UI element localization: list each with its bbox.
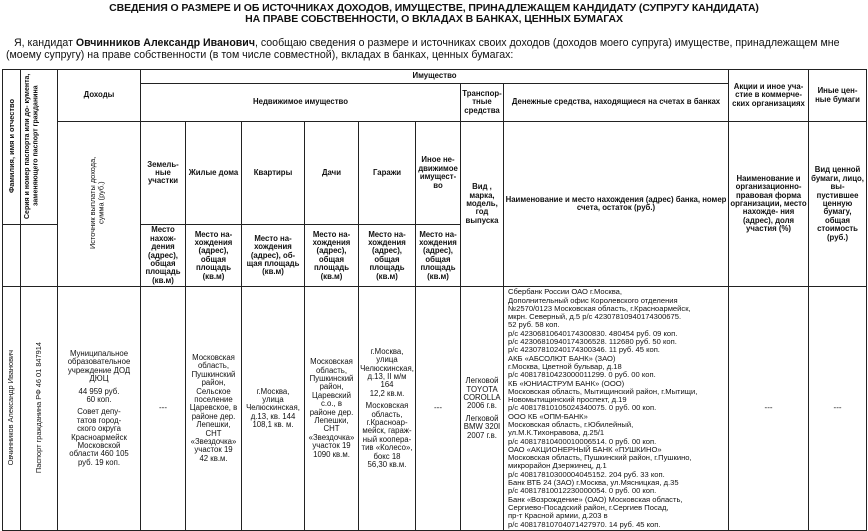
text-line: участок 19 [312, 441, 351, 451]
header-land-sub: Место нахож- дения (адрес), общая площадь (кв.м) [141, 225, 186, 287]
text-line: Лепешки, [314, 415, 349, 425]
text-line: районе дер. [309, 407, 354, 417]
header-securities-sub: Вид ценной бумаги, лицо, вы- пустившее ценную бумагу, общая стоимость (руб.) [809, 122, 867, 287]
header-money-sub: Наименование и место нахождения (адрес) банка, номер счета, остаток (руб.) [504, 122, 729, 287]
text-line: учреждение ДОД [67, 365, 131, 375]
header-garages-sub: Место на- хождения (адрес), общая площадь (кв.м) [359, 225, 416, 287]
text-line: г.Красноар- [366, 417, 408, 427]
text-line: участок 19 [194, 445, 233, 455]
text-line: 164 [380, 380, 394, 390]
text-line: области 460 105 [69, 449, 129, 459]
text-line: TOYOTA [466, 384, 498, 394]
document-title [0, 3, 868, 25]
text-line: 2007 г.в. [467, 430, 497, 440]
text-line: №2570/0123 Московская область, г.Красноармейск, [508, 303, 691, 313]
text-line: микрорайон Дзержинец, д.1 [508, 461, 607, 471]
cell-garages [359, 287, 416, 531]
text-line: Пушкинский [309, 373, 354, 383]
text-line: Царевский [311, 390, 352, 400]
header-houses: Жилые дома [186, 122, 242, 225]
text-line: Царевское, в [189, 403, 238, 413]
text-line: г.Москва, [256, 386, 290, 396]
text-line: КБ «ЮНИАСТРУМ БАНК» (ООО) [508, 378, 625, 388]
cell-land: --- [141, 287, 186, 531]
text-line: р/с 40817810012230000054. 0 руб. 00 коп. [508, 486, 657, 496]
text-line: г.Москва, [370, 346, 404, 356]
text-line: Дополнительный офис Королевского отделения [508, 295, 678, 305]
text-line: Новомытищинский проспект, д.19 [508, 395, 627, 405]
header-apartments-sub: Место на- хождения (адрес), об- щая площадь (кв.м) [242, 225, 305, 287]
text-line: мейск, гараж- [362, 426, 412, 436]
text-line: мкрн. Северный, д.5 р/с 42307810940174300675. [508, 312, 682, 322]
cell-houses [186, 287, 242, 531]
text-line: поселение [194, 394, 233, 404]
header-fio: Фамилия, имя и отчество [3, 70, 21, 225]
text-line: Сбербанк России ОАО г.Москва, [508, 287, 623, 297]
table-row [3, 287, 867, 531]
header-shares-sub: Наименование и организационно- правовая форма организации, место нахожде- ния (адрес), доля участия (%) [729, 122, 809, 287]
intro-rest: , сообщаю сведения о размере и источниках своих доходов (доходов моего супруга) имуществе, принадлежащем мне (моему супругу) на праве собственности (в том числе совместной), вкладах в банках, ценных бумагах: [6, 37, 840, 61]
title-line-1: СВЕДЕНИЯ О РАЗМЕРЕ И ОБ ИСТОЧНИКАХ ДОХОДОВ, ИМУЩЕСТВЕ, ПРИНАДЛЕЖАЩЕМ КАНДИДАТУ (СУПРУГУ КАНДИДАТА) [109, 2, 759, 14]
text-line: Московская область, г.Юбилейный, [508, 420, 634, 429]
header-property: Имущество [141, 70, 729, 84]
text-line: 2006 г.в. [467, 401, 497, 411]
text-line: «Звездочка» [308, 432, 355, 442]
text-line: Лепешки, [196, 420, 231, 430]
header-dachas: Дачи [305, 122, 359, 225]
text-line: р/с 42307810240174300346. 11 руб. 45 коп. [508, 345, 660, 355]
text-line: г.Москва, Цветной бульвар, д.18 [508, 361, 622, 371]
header-transport: Транспор- тные средства [461, 84, 504, 122]
intro-paragraph [6, 38, 864, 61]
text-line: 60 коп. [86, 394, 112, 404]
text-line: Банк ВТБ 24 (ЗАО) г.Москва, ул.Мясницкая, д.35 [508, 478, 679, 488]
text-line: Московская область, Пушкинский район, г.Пушкино, [508, 453, 692, 463]
text-line: Пушкинский [191, 369, 236, 379]
cell-securities: --- [809, 287, 867, 531]
text-line: улица [262, 394, 284, 404]
text-line: СНТ [323, 424, 340, 434]
text-line: Московская область, Мытищинский район, г.Мытищи, [508, 386, 698, 396]
text-line: Сельское [196, 386, 231, 396]
text-line: район, [201, 378, 226, 388]
text-line: АКБ «АБСОЛЮТ БАНК» (ЗАО) [508, 353, 616, 363]
text-line: татов город- [76, 415, 122, 425]
text-line: р/с 40817810105024340075. 0 руб. 00 коп. [508, 403, 657, 413]
header-income-sub: Источник выплаты дохода, сумма (руб.) [58, 122, 141, 287]
declaration-table [2, 69, 867, 531]
header-land: Земель- ные участки [141, 122, 186, 225]
header-money: Денежные средства, находящиеся на счетах в банках [504, 84, 729, 122]
cell-transport [461, 287, 504, 531]
text-line: р/с 40817810704071427970. 14 руб. 45 коп. [508, 519, 661, 529]
intro-start: Я, кандидат [14, 37, 76, 49]
text-line: р/с 40817810300004045152. 204 руб. 33 коп. [508, 469, 665, 479]
text-line: Легковой [465, 413, 499, 423]
text-line: область, [197, 361, 230, 371]
cell-income [58, 287, 141, 531]
text-line: 12,2 кв.м. [369, 388, 405, 398]
header-passport: Серия и номер паспорта или до- кумента, заменяющего паспорт гражданина [21, 70, 58, 225]
text-line: Легковой [465, 376, 499, 386]
header-income: Доходы [58, 70, 141, 122]
text-line: Муниципальное [69, 348, 129, 358]
text-line: 42 кв.м. [199, 453, 228, 463]
header-shares: Акции и иное уча- стие в коммерче- ских организациях [729, 70, 809, 122]
text-line: Красноармейск [71, 432, 127, 442]
text-line: р/с 40817810400010006514. 0 руб. 00 коп. [508, 436, 657, 446]
header-other-real-estate: Иное не- движимое имущест- во [416, 122, 461, 225]
text-line: 56,30 кв.м. [367, 459, 407, 469]
text-line: область, [371, 409, 403, 419]
cell-dachas [305, 287, 359, 531]
text-line: бокс 18 [373, 451, 401, 461]
text-line: д.13, кв. 144 [250, 411, 296, 421]
text-line: р/с 42306810940174306528. 112680 руб. 50 коп. [508, 337, 677, 347]
header-dachas-sub: Место на- хождения (адрес), общая площадь (кв.м) [305, 225, 359, 287]
cell-shares: --- [729, 287, 809, 531]
text-line: руб. 19 коп. [77, 457, 121, 467]
text-line: Банк «Возрождение» (ОАО) Московская область, [508, 494, 683, 504]
text-line: ДЮЦ [89, 374, 109, 384]
text-line: ООО КБ «ОПМ-БАНК» [508, 411, 588, 421]
text-line: ОАО «АКЦИОНЕРНЫЙ БАНК «ПУШКИНО» [508, 444, 662, 454]
text-line: Московская [310, 357, 353, 367]
cell-passport: Паспорт гражданина РФ 46 01 847914 [21, 287, 58, 531]
text-line: «Звездочка» [190, 436, 237, 446]
text-line: BMW 320I [463, 422, 501, 432]
candidate-name: Овчинников Александр Иванович [75, 37, 255, 49]
text-line: Московской [77, 440, 121, 450]
header-transport-sub: Вид , марка, модель, год выпуска [461, 122, 504, 287]
text-line: COROLLA [463, 392, 501, 402]
text-line: д.13, II м/м [367, 371, 407, 381]
text-line: р/с 40817810423000011299. 0 руб. 00 коп. [508, 370, 656, 380]
title-line-2: НА ПРАВЕ СОБСТВЕННОСТИ, О ВКЛАДАХ В БАНКАХ, ЦЕННЫХ БУМАГАХ [245, 13, 623, 25]
text-line: тив «Колесо», [361, 443, 413, 453]
header-garages: Гаражи [359, 122, 416, 225]
text-line: 52 руб. 58 коп. [508, 320, 560, 330]
text-line: Сергиево-Посадский район, г.Сергиев Посад, [508, 502, 669, 512]
text-line: 1090 кв.м. [313, 449, 350, 459]
header-other-sub: Место на- хождения (адрес), общая площадь (кв.м) [416, 225, 461, 287]
text-line: р/с 42306810640174300830. 480454 руб. 09 коп. [508, 328, 678, 338]
text-line: район, [319, 382, 344, 392]
text-line: Московская [192, 352, 235, 362]
cell-other-real-estate: --- [416, 287, 461, 531]
text-line: пр-т Красной армии, д.203 в [508, 511, 608, 521]
cell-bank-accounts [504, 287, 729, 531]
text-line: Челюскинская, [246, 403, 300, 413]
text-line: СНТ [205, 428, 222, 438]
cell-apartments [242, 287, 305, 531]
header-houses-sub: Место на- хождения (адрес), общая площадь (кв.м) [186, 225, 242, 287]
text-line: улица [376, 355, 398, 365]
header-securities: Иные цен- ные бумаги [809, 70, 867, 122]
text-line: с.о., в [320, 399, 343, 409]
text-line: Челюскинская, [360, 363, 414, 373]
text-line: 108,1 кв. м. [252, 420, 294, 430]
text-line: Московская [365, 401, 409, 411]
header-real-estate: Недвижимое имущество [141, 84, 461, 122]
text-line: Совет депу- [77, 407, 121, 417]
text-line: 44 959 руб. [78, 386, 120, 396]
cell-fio: Овчинников Александр Иванович [3, 287, 21, 531]
text-line: районе дер. [191, 411, 236, 421]
text-line: область, [315, 365, 348, 375]
header-apartments: Квартиры [242, 122, 305, 225]
text-line: образовательное [67, 357, 131, 367]
text-line: ского округа [77, 424, 121, 434]
text-line: ул.М.К.Тихонравова, д.25/1 [508, 428, 605, 438]
text-line: ный коопера- [362, 434, 412, 444]
